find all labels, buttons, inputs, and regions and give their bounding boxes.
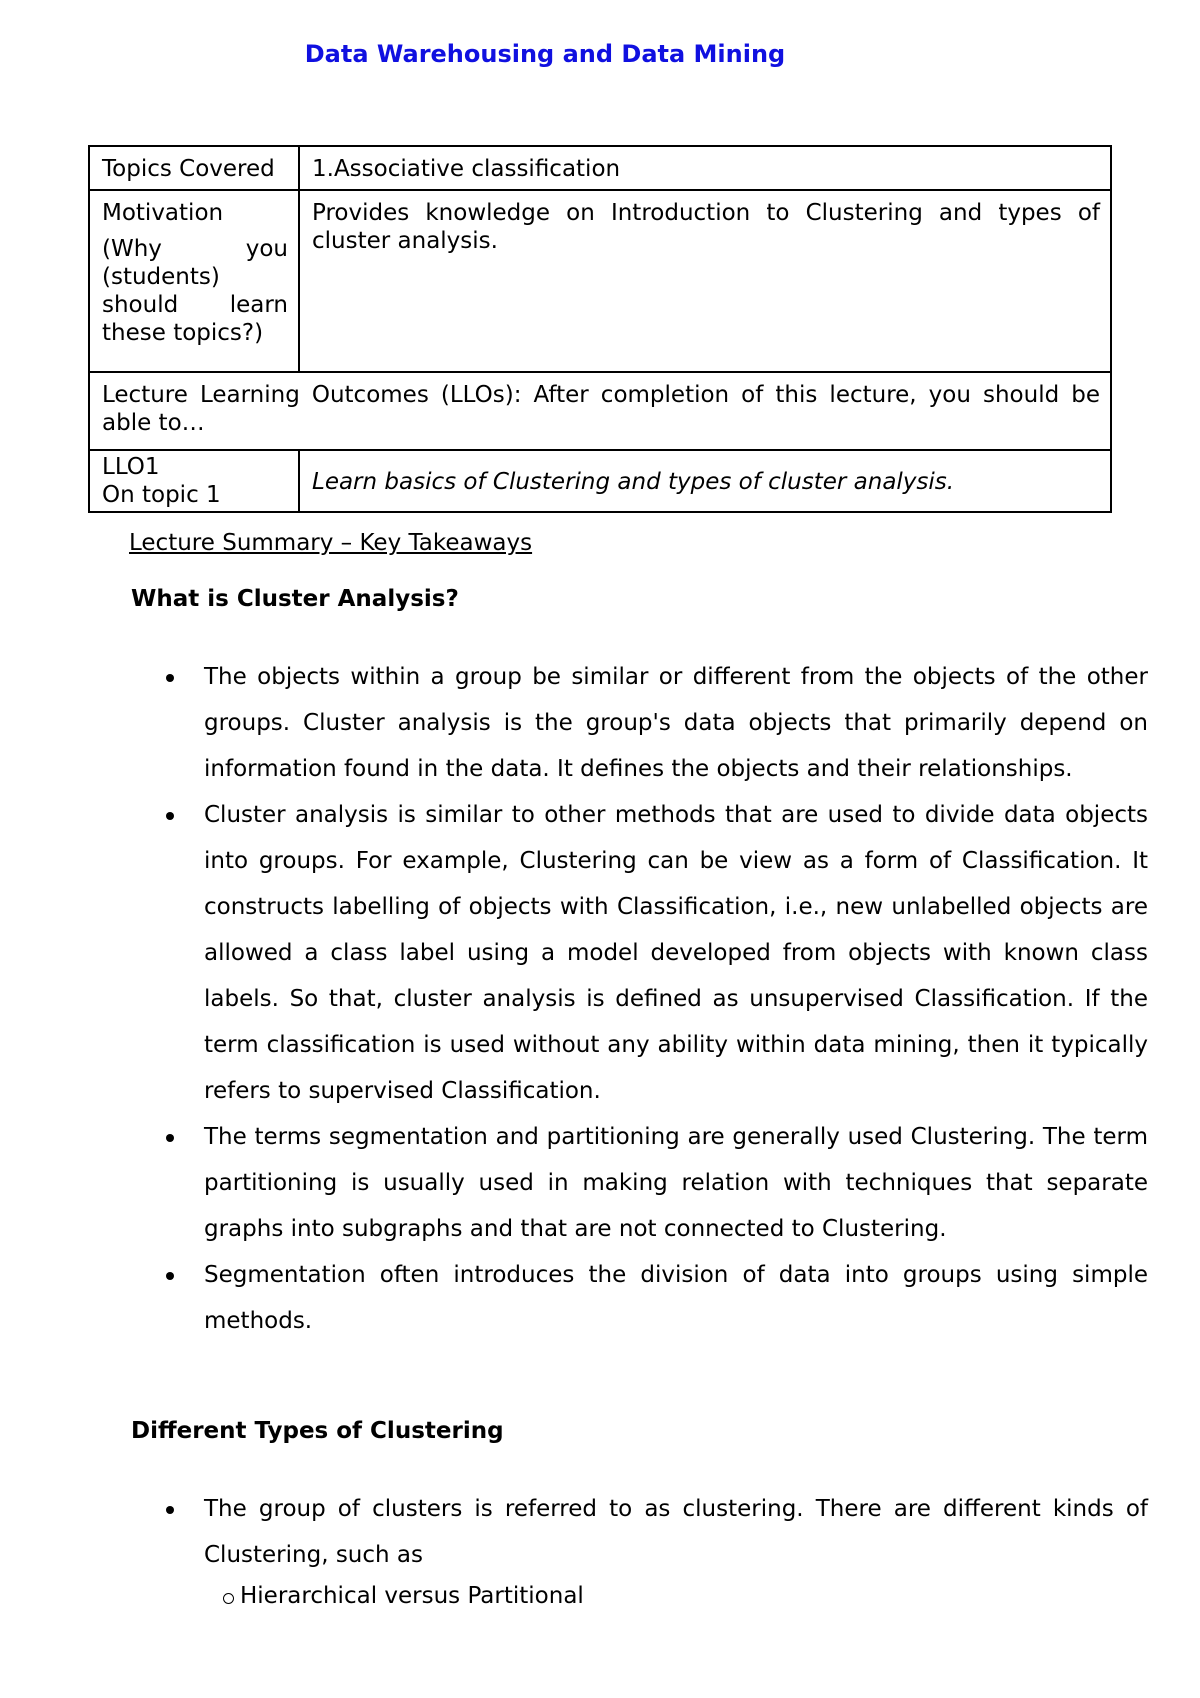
lecture-info-table xyxy=(88,145,1112,513)
hollow-circle-bullet-icon xyxy=(223,1593,234,1604)
cluster-analysis-bullets xyxy=(204,654,1148,1344)
section-heading-cluster-analysis: What is Cluster Analysis? xyxy=(131,586,459,612)
motivation-label: Motivation xyxy=(102,200,224,226)
llo-intro: Lecture Learning Outcomes (LLOs): After completion of this lecture, you should be able to… xyxy=(89,372,1111,450)
sub-bullet-text: Hierarchical versus Partitional xyxy=(240,1583,584,1609)
section-heading-types-of-clustering: Different Types of Clustering xyxy=(131,1418,504,1444)
sub-bullet-item xyxy=(240,1583,584,1609)
topics-value: 1.Associative classification xyxy=(299,146,1111,190)
motivation-subtitle: (Why you (students) should learn these topics?) xyxy=(102,236,288,346)
bullet-dot-icon xyxy=(166,674,174,682)
bullet-item xyxy=(204,1114,1148,1252)
llo-topic: On topic 1 xyxy=(102,482,221,508)
llo-id-cell xyxy=(89,450,299,512)
llo-id: LLO1 xyxy=(102,454,160,480)
topics-label: Topics Covered xyxy=(89,146,299,190)
bullet-text: The group of clusters is referred to as clustering. There are different kinds of Clustering, such as xyxy=(204,1496,1148,1568)
bullet-dot-icon xyxy=(166,1272,174,1280)
bullet-dot-icon xyxy=(166,1134,174,1142)
bullet-text: Segmentation often introduces the division of data into groups using simple methods. xyxy=(204,1262,1148,1334)
bullet-item xyxy=(204,792,1148,1114)
bullet-text: The terms segmentation and partitioning are generally used Clustering. The term partitioning is usually used in making relation with techniques that separate graphs into subgraphs and that are not connected to Clustering. xyxy=(204,1124,1148,1242)
bullet-dot-icon xyxy=(166,812,174,820)
llo-row xyxy=(89,450,1111,512)
bullet-dot-icon xyxy=(166,1506,174,1514)
bullet-text: Cluster analysis is similar to other methods that are used to divide data objects into groups. For example, Clustering can be view as a form of Classification. It constructs labelling of objects with Classification, i.e., new unlabelled objects are allowed a class label using a model developed from objects with known class labels. So that, cluster analysis is defined as unsupervised Classification. If the term classification is used without any ability within data mining, then it typically refers to supervised Classification. xyxy=(204,802,1148,1104)
bullet-text: The objects within a group be similar or different from the objects of the other groups. Cluster analysis is the group's data objects that primarily depend on information found in the data. It defines the objects and their relationships. xyxy=(204,664,1148,782)
bullet-item xyxy=(204,1252,1148,1344)
bullet-item xyxy=(204,1486,1148,1578)
document-title: Data Warehousing and Data Mining xyxy=(304,40,786,68)
topics-row xyxy=(89,146,1111,190)
motivation-label-cell xyxy=(89,190,299,372)
types-of-clustering-bullets xyxy=(204,1486,1148,1578)
lecture-summary-link[interactable]: Lecture Summary – Key Takeaways xyxy=(129,530,533,556)
bullet-item xyxy=(204,654,1148,792)
motivation-row xyxy=(89,190,1111,372)
llo-description: Learn basics of Clustering and types of cluster analysis. xyxy=(299,450,1111,512)
llo-intro-row xyxy=(89,372,1111,450)
motivation-value: Provides knowledge on Introduction to Clustering and types of cluster analysis. xyxy=(299,190,1111,372)
